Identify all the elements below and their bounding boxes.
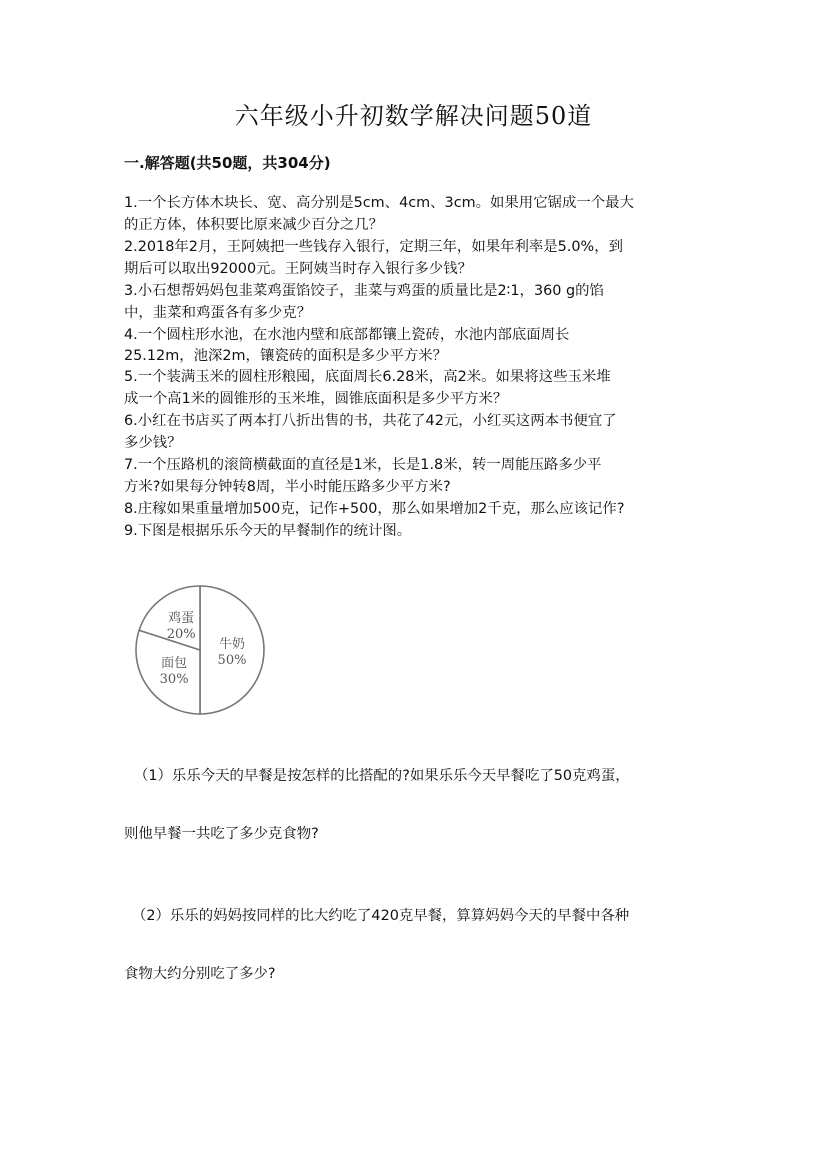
pie-percent-milk: 50%: [217, 653, 247, 668]
section-heading: 一.解答题(共50题，共304分): [124, 154, 331, 172]
pie-percent-bread: 30%: [159, 671, 189, 687]
sub-question-2-line-1: （2）乐乐的妈妈按同样的比大约吃了420克早餐，算算妈妈今天的早餐中各种: [132, 908, 630, 924]
question-3-line-1: 3.小石想帮妈妈包韭菜鸡蛋馅饺子，韭菜与鸡蛋的质量比是2∶1，360 g的馅: [124, 283, 604, 299]
pie-label-bread: 面包: [161, 655, 188, 671]
question-3-line-2: 中，韭菜和鸡蛋各有多少克？: [124, 305, 312, 321]
question-4-line-2: 25.12m，池深2m，镶瓷砖的面积是多少平方米？: [124, 348, 448, 364]
question-6-line-1: 6.小红在书店买了两本打八折出售的书，共花了42元，小红买这两本书便宜了: [124, 413, 617, 429]
pie-percent-egg: 20%: [166, 627, 196, 643]
question-5-line-2: 成一个高1米的圆锥形的玉米堆，圆锥底面积是多少平方米？: [124, 391, 508, 407]
pie-label-milk: 牛奶: [218, 637, 246, 652]
sub-question-1-line-1: （1）乐乐今天的早餐是按怎样的比搭配的?如果乐乐今天早餐吃了50克鸡蛋，: [134, 768, 630, 784]
question-7-line-2: 方米?如果每分钟转8周，半小时能压路多少平方米?: [124, 479, 451, 495]
question-8-line-1: 8.庄稼如果重量增加500克，记作+500，那么如果增加2千克，那么应该记作?: [124, 501, 625, 517]
question-5-line-1: 5.一个装满玉米的圆柱形粮囤，底面周长6.28米，高2米。如果将这些玉米堆: [124, 369, 611, 385]
breakfast-pie-chart: [130, 584, 280, 724]
pie-label-egg: 鸡蛋: [168, 611, 195, 627]
question-7-line-1: 7.一个压路机的滚筒横截面的直径是1米，长是1.8米，转一周能压路多少平: [124, 457, 602, 473]
question-1-line-2: 的正方体，体积要比原来减少百分之几？: [124, 217, 384, 233]
page-title: 六年级小升初数学解决问题50道: [234, 102, 593, 130]
question-6-line-2: 多少钱？: [124, 435, 182, 451]
question-4-line-1: 4.一个圆柱形水池，在水池内壁和底部都镶上瓷砖，水池内部底面周长: [124, 327, 570, 343]
question-2-line-1: 2.2018年2月，王阿姨把一些钱存入银行，定期三年，如果年利率是5.0%，到: [124, 239, 624, 255]
sub-question-2-line-2: 食物大约分别吃了多少?: [124, 966, 276, 982]
question-2-line-2: 期后可以取出92000元。王阿姨当时存入银行多少钱？: [124, 261, 472, 277]
question-9-line-1: 9.下图是根据乐乐今天的早餐制作的统计图。: [124, 523, 412, 539]
question-1-line-1: 1.一个长方体木块长、宽、高分别是5cm、4cm、3cm。如果用它锯成一个最大: [124, 195, 634, 211]
sub-question-1-line-2: 则他早餐一共吃了多少克食物?: [124, 826, 319, 842]
